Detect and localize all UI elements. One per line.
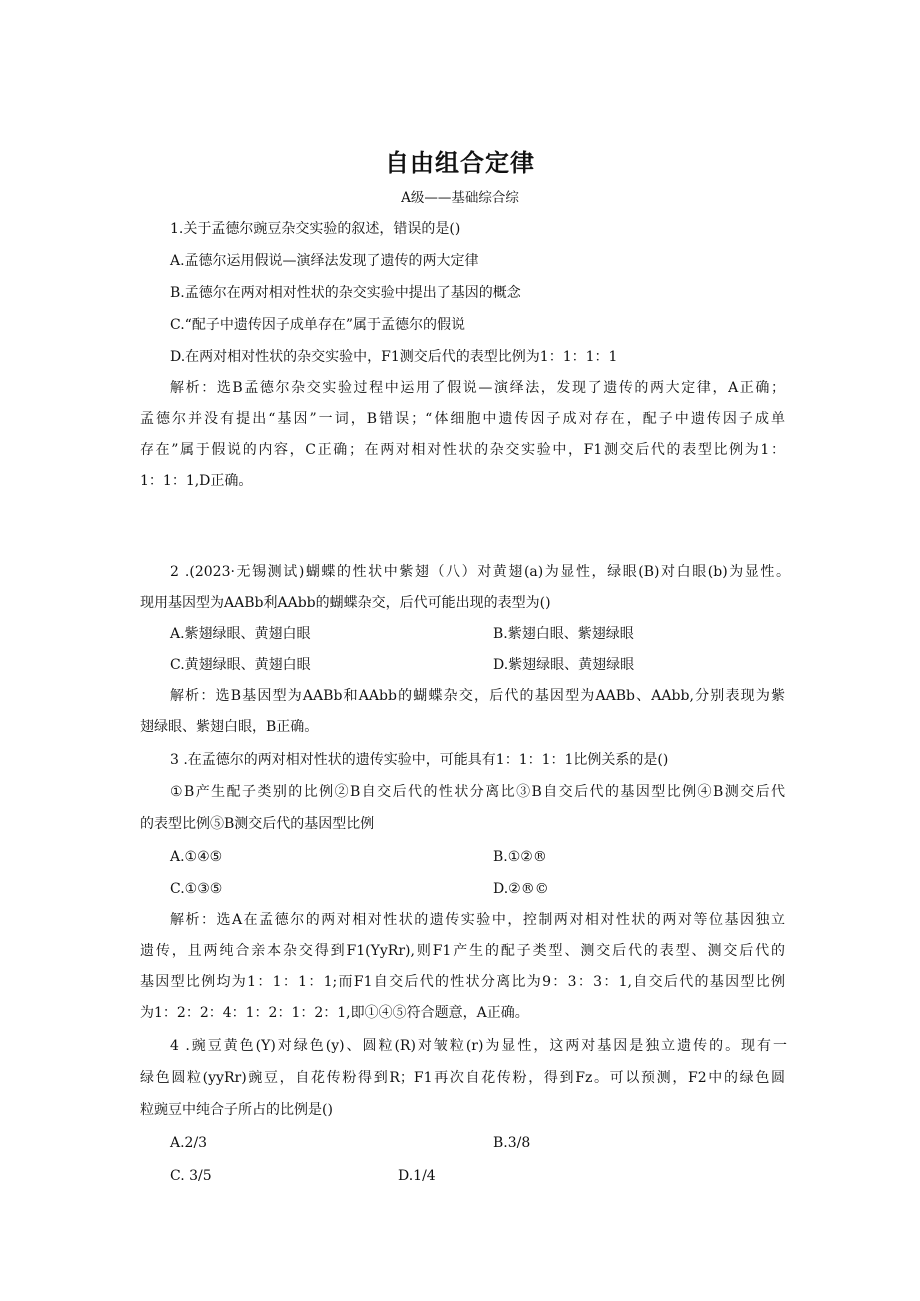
question-3-analysis-line: 解析：选A在孟德尔的两对相对性状的遗传实验中，控制两对相对性状的两对等位基因独立 — [170, 912, 785, 928]
question-1-analysis-line: 1：1：1,D正确。 — [140, 473, 253, 489]
question-3-analysis-line: 基因型比例均为1：1：1：1;而F1自交后代的性状分离比为9：3：3：1,自交后代的基因型比例 — [140, 974, 785, 990]
question-2-option-d: D.紫翅绿眼、黄翅绿眼 — [493, 657, 635, 673]
question-3-option-a: A.①④⑤ — [170, 849, 223, 865]
question-4-stem-line: 绿色圆粒(yyRr)豌豆，自花传粉得到R；F1再次自花传粉，得到Fz。可以预测，F2中的绿色圆 — [140, 1070, 785, 1086]
question-4-option-c: C. 3/5 — [170, 1168, 212, 1184]
question-1-option-a: A.孟德尔运用假说—演绎法发现了遗传的两大定律 — [170, 253, 479, 269]
question-3-stem: 3 .在孟德尔的两对相对性状的遗传实验中，可能具有1：1：1：1比例关系的是() — [170, 752, 669, 768]
question-2-option-b: B.紫翅白眼、紫翅绿眼 — [493, 626, 634, 642]
question-2-analysis-line: 解析：选B基因型为AABb和AAbb的蝴蝶杂交，后代的基因型为AABb、AAbb,分别表现为紫 — [170, 688, 785, 704]
question-3-analysis-line: 遗传，且两纯合亲本杂交得到F1(YyRr),则F1产生的配子类型、测交后代的表型、测交后代的 — [140, 943, 785, 959]
question-1-option-c: C.“配子中遗传因子成单存在”属于孟德尔的假说 — [170, 317, 465, 333]
question-3-items-line: 的表型比例⑤B测交后代的基因型比例 — [140, 816, 375, 832]
question-1-option-b: B.孟德尔在两对相对性状的杂交实验中提出了基因的概念 — [170, 285, 521, 301]
question-4-option-d: D.1/4 — [398, 1168, 436, 1184]
question-2-analysis-line: 翅绿眼、紫翅白眼，B正确。 — [140, 719, 319, 735]
page-title: 自由组合定律 — [385, 149, 535, 177]
question-2-option-c: C.黄翅绿眼、黄翅白眼 — [170, 657, 311, 673]
question-3-option-c: C.①③⑤ — [170, 881, 223, 897]
question-4-option-a: A.2/3 — [170, 1135, 208, 1151]
question-2-option-a: A.紫翅绿眼、黄翅白眼 — [170, 626, 311, 642]
question-3-analysis-line: 为1：2：2：4：1：2：1：2：1,即①④⑤符合题意，A正确。 — [140, 1005, 529, 1021]
question-1-analysis-line: 孟德尔并没有提出“基因”一词，B错误；“体细胞中遗传因子成对存在，配子中遗传因子成单 — [140, 411, 785, 427]
question-2-stem-line: 现用基因型为AABb利AAbb的蝴蝶杂交，后代可能出现的表型为() — [140, 595, 551, 611]
question-3-items-line: ①B产生配子类别的比例②B自交后代的性状分离比③B自交后代的基因型比例④B测交后代 — [170, 784, 785, 800]
section-subtitle: A级——基础综合综 — [401, 190, 519, 206]
question-3-option-b: B.①②® — [493, 849, 547, 865]
question-3-option-d: D.②®© — [493, 881, 549, 897]
question-1-stem: 1.关于孟德尔豌豆杂交实验的叙述，错误的是() — [170, 221, 461, 237]
question-1-analysis-line: 解析：选B孟德尔杂交实验过程中运用了假说—演绎法，发现了遗传的两大定律，A正确； — [170, 380, 785, 396]
question-1-analysis-line: 存在”属于假说的内容，C正确；在两对相对性状的杂交实验中，F1测交后代的表型比例为1： — [140, 442, 785, 458]
question-4-stem-line: 4 .豌豆黄色(Y)对绿色(y)、圆粒(R)对皱粒(r)为显性，这两对基因是独立遗传的。现有一 — [170, 1038, 787, 1054]
question-4-stem-line: 粒豌豆中纯合子所占的比例是() — [140, 1102, 333, 1118]
question-1-option-d: D.在两对相对性状的杂交实验中，F1测交后代的表型比例为1：1：1：1 — [170, 349, 618, 365]
question-4-option-b: B.3/8 — [493, 1135, 531, 1151]
question-2-stem-line: 2 .(2023·无锡测试)蝴蝶的性状中紫翅（八）对黄翅(a)为显性，绿眼(B)对白眼(b)为显性。 — [170, 564, 790, 580]
